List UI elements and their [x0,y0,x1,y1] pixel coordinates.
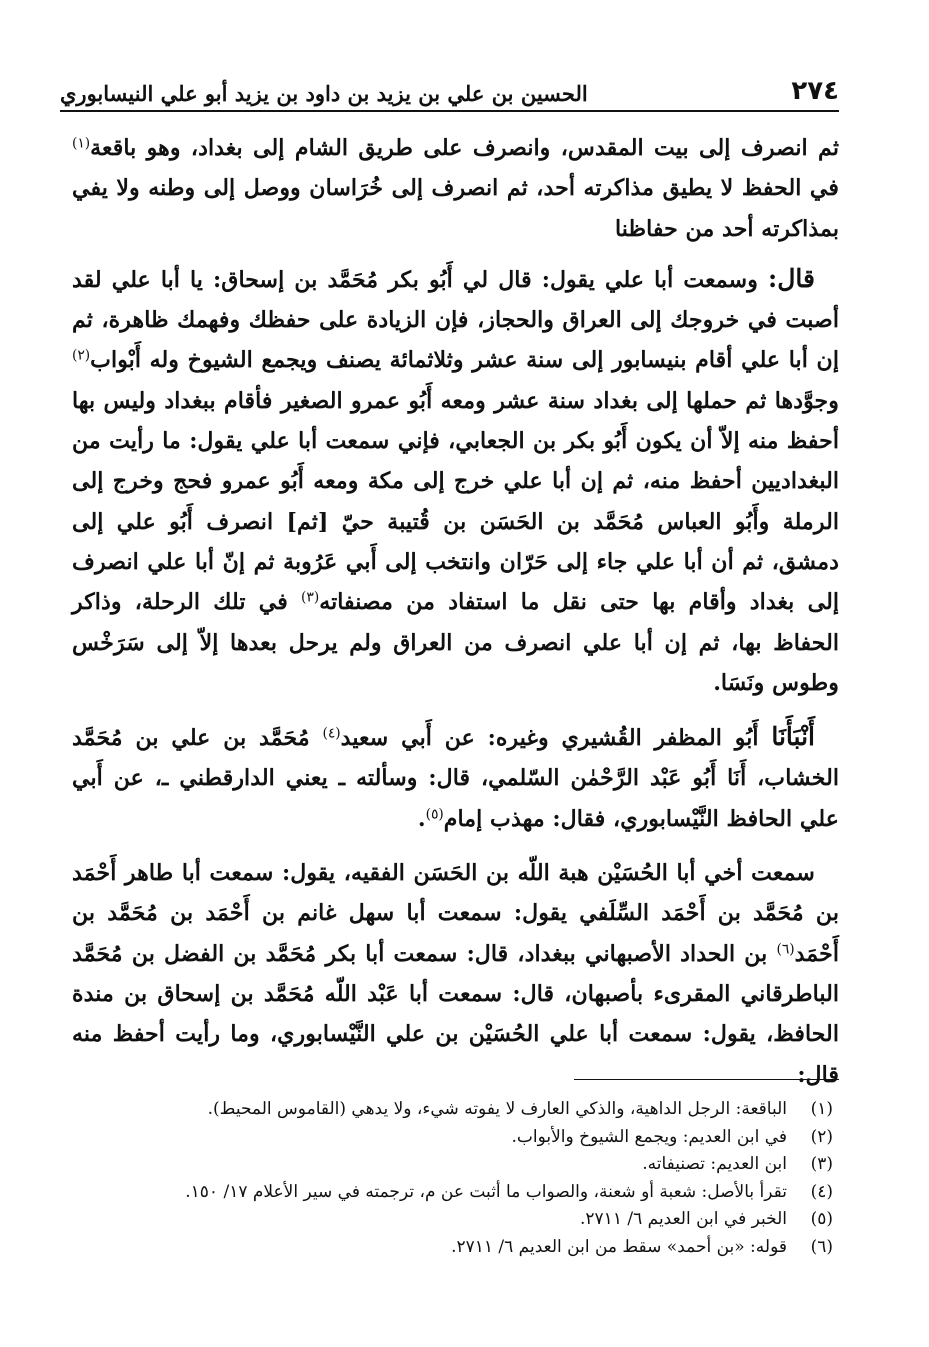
lead-word: أَنْبَأَنَا [771,722,815,752]
footnote-text: قوله: «بن أحمد» سقط من ابن العديم ٦/ ٢٧١١. [451,1236,787,1257]
text-run: . [417,805,426,832]
footnote-text: تقرأ بالأصل: شعبة أو شعنة، والصواب ما أثبت عن م، ترجمته في سير الأعلام ١٧/ ١٥٠. [185,1181,787,1202]
text-run: في تلك الرحلة، وذاكر الحفاظ بها، ثم إن أبا علي انصرف من العراق ولم يرحل بعدها إلاّ إلى سَرَخْس وطوس ونَسَا. [72,589,839,696]
lead-word: قال: [768,263,815,293]
footnote-number: (٤) [810,1181,833,1202]
footnote-ref: (١) [72,135,91,152]
footnote-item [72,1234,833,1262]
main-text [72,128,839,1109]
page-number: ٢٧٤ [791,76,839,106]
text-run: في الحفظ لا يطيق مذاكرته أحد، ثم انصرف إلى خُرَاسان ووصل إلى وطنه ولا يفي بمذاكرته أحد من حفاظنا [72,175,839,242]
footnote-item [72,1096,833,1124]
footnote-text: في ابن العديم: ويجمع الشيوخ والأبواب. [511,1126,787,1147]
footnote-item [72,1124,833,1152]
paragraph [72,717,839,839]
paragraph [72,128,839,249]
text-run: سمعت أخي أبا الحُسَيْن هبة اللّه بن الحَسَن الفقيه، يقول: سمعت أبا طاهر أَحْمَد بن مُحَمَّد بن أَحْمَد السِّلَفي يقول: سمعت أبا سهل غانم بن أَحْمَد بن مُحَمَّد بن أَحْمَد [72,860,839,967]
paragraph [72,853,839,1095]
footnotes [72,1096,833,1262]
page-header [60,62,839,112]
footnote-number: (٦) [810,1236,833,1257]
footnote-number: (٣) [810,1154,833,1175]
running-title: الحسين بن علي بن يزيد بن داود بن يزيد أبو علي النيسابوري [60,81,588,106]
paragraph [72,259,839,703]
footnote-text: ابن العديم: تصنيفاته. [642,1154,787,1175]
footnote-ref: (٦) [776,941,795,958]
text-run: وسمعت أبا علي يقول: قال لي أَبُو بكر مُحَمَّد بن إسحاق: يا أبا علي لقد أصبت في خروجك إلى العراق والحجاز، فإن الزيادة على حفظك وفهمك ظاهرة، ثم إن أبا علي أقام بنيسابور إلى سنة عشر وثلاثمائة يصنف ويجمع الشيوخ وله أَبْواب [72,266,839,374]
footnote-item [72,1151,833,1179]
footnote-number: (١) [810,1099,833,1119]
footnote-ref: (٥) [425,806,444,823]
footnote-ref: (٢) [72,347,91,364]
footnote-ref: (٤) [322,725,341,742]
text-run: مُحَمَّد بن علي بن مُحَمَّد الخشاب، أَنَا أَبُو عَبْد الرَّحْمٰن السّلمي، قال: وسألته ـ يعني الدارقطني ـ، عن أَبي علي الحافظ النَّيْسابوري، فقال: مهذب إمام [72,725,839,832]
footnote-number: (٥) [810,1209,833,1230]
text-run: بن الحداد الأصبهاني ببغداد، قال: سمعت أبا بكر مُحَمَّد بن الفضل بن مُحَمَّد الباطرقاني المقرىء بأصبهان، قال: سمعت أبا عَبْد اللّه مُحَمَّد بن إسحاق بن مندة الحافظ، يقول: سمعت أبا علي الحُسَيْن بن علي النَّيْسابوري، وما رأيت أحفظ منه قال: [72,940,839,1088]
footnote-text: الباقعة: الرجل الداهية، والذكي العارف لا يفوته شيء، ولا يدهي (القاموس المحيط). [207,1099,787,1119]
footnote-ref: (٣) [301,589,320,606]
text-run: أَبُو المظفر القُشيري وغيره: عن أَبي سعيد [340,725,772,752]
text-run: ثم انصرف إلى بيت المقدس، وانصرف على طريق الشام إلى بغداد، وهو باقعة [90,135,839,161]
footnote-item [72,1206,833,1234]
footnote-separator [574,1079,839,1080]
footnote-number: (٢) [810,1126,833,1147]
footnote-text: الخبر في ابن العديم ٦/ ٢٧١١. [580,1209,787,1230]
footnote-item [72,1179,833,1207]
text-run: وجوَّدها ثم حملها إلى بغداد سنة عشر ومعه أَبُو عمرو الصغير فأقام ببغداد وليس بها أحفظ منه إلاّ أن يكون أَبُو بكر بن الجعابي، فإني سمعت أبا علي يقول: ما رأيت من البغداديين أحفظ منه، ثم إن أبا علي خرج إلى مكة ومعه أَبُو عمرو فحج وخرج إلى الرملة وأَبُو العباس مُحَمَّد بن الحَسَن بن قُتيبة حيّ [ثم] انصرف أَبُو علي إلى دمشق، ثم أن أبا علي جاء إلى حَرّان وانتخب إلى أَبي عَرُوبة ثم إنّ أبا علي انصرف إلى بغداد وأقام بها حتى نقل ما استفاد من مصنفاته [72,387,839,616]
